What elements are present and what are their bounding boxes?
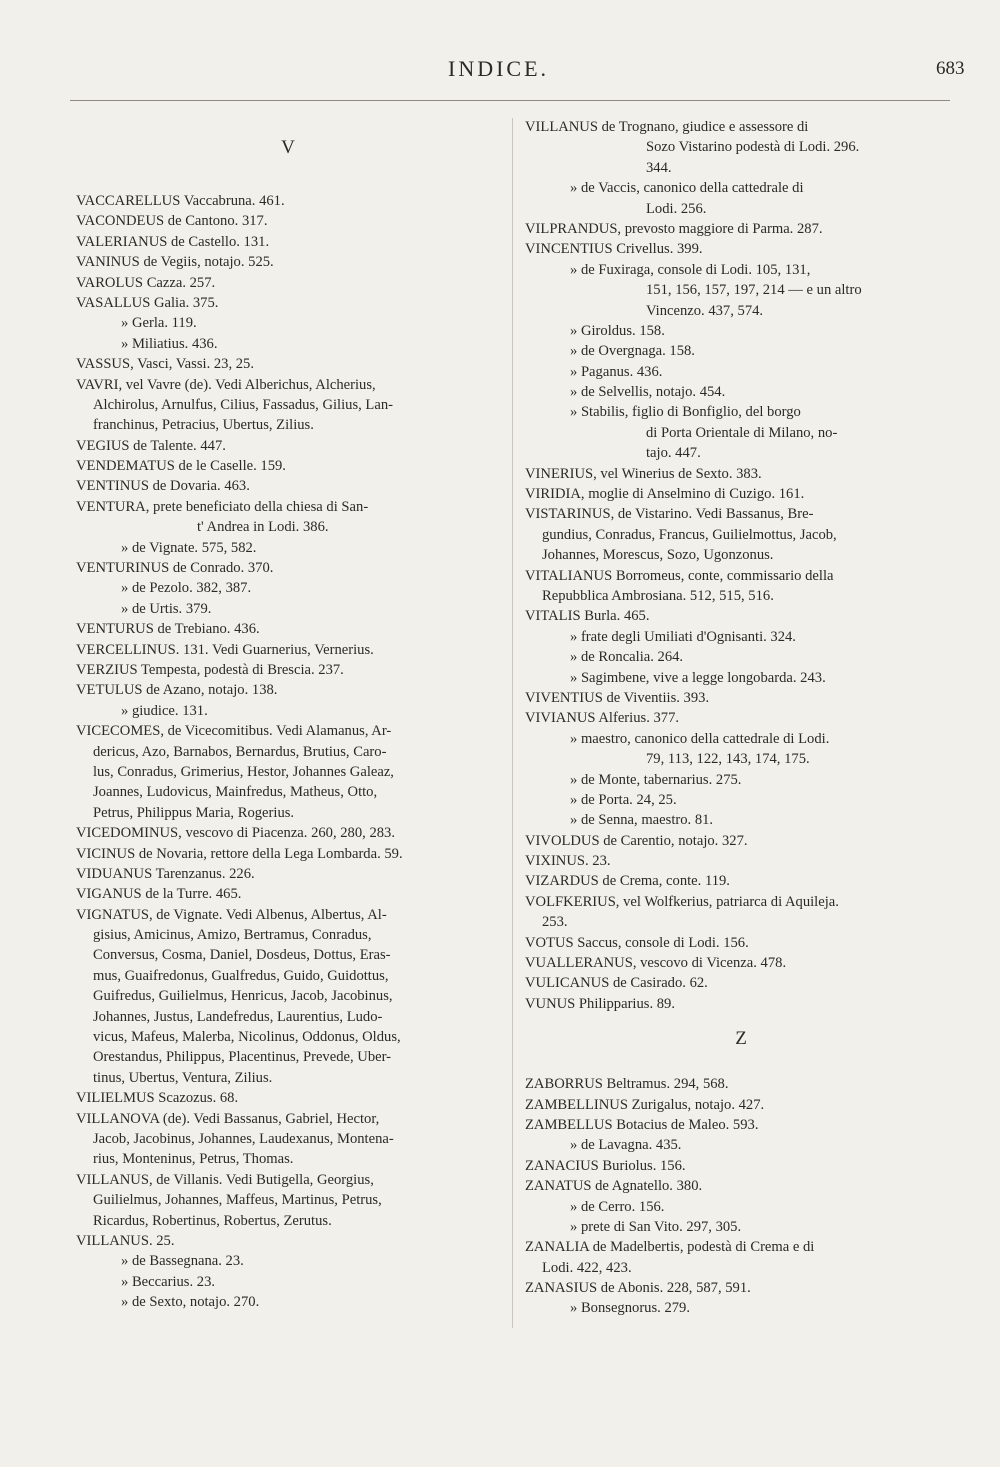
index-entry-line: t' Andrea in Lodi. 386. <box>197 519 329 536</box>
index-entry: VICINUS de Novaria, rettore della Lega Lombarda. 59. <box>76 845 403 862</box>
index-entry-line: Conversus, Cosma, Daniel, Dosdeus, Dottus, Eras- <box>93 947 391 964</box>
index-entry: VIXINUS. 23. <box>525 853 611 870</box>
index-entry-line: » frate degli Umiliati d'Ognisanti. 324. <box>570 628 796 645</box>
header-rule <box>70 100 950 101</box>
index-entry: VINCENTIUS Crivellus. 399. <box>525 241 703 258</box>
index-entry: VIRIDIA, moglie di Anselmino di Cuzigo. 161. <box>525 486 805 503</box>
index-entry-line: » prete di San Vito. 297, 305. <box>570 1218 742 1235</box>
index-entry: VILLANUS de Trognano, giudice e assessore di <box>525 119 809 135</box>
index-entry: VACCARELLUS Vaccabruna. 461. <box>76 193 285 209</box>
right-column <box>525 117 957 1319</box>
left-column <box>76 117 500 1312</box>
left-entry-list <box>76 191 500 1312</box>
index-entry: VULICANUS de Casirado. 62. <box>525 975 708 992</box>
right-entry-list-v <box>525 117 957 1014</box>
index-entry: VICEDOMINUS, vescovo di Piacenza. 260, 280, 283. <box>76 825 395 842</box>
index-entry-line: » giudice. 131. <box>121 702 208 719</box>
index-entry-line: 151, 156, 157, 197, 214 — e un altro <box>646 282 862 299</box>
index-entry: VASALLUS Galia. 375. <box>76 294 219 311</box>
index-entry-line: » de Fuxiraga, console di Lodi. 105, 131, <box>570 261 811 278</box>
right-entry-list-z <box>525 1074 957 1319</box>
index-entry: VILIELMUS Scazozus. 68. <box>76 1090 239 1107</box>
index-entry-line: » de Vaccis, canonico della cattedrale di <box>570 180 804 197</box>
index-entry: VAROLUS Cazza. 257. <box>76 274 216 291</box>
index-entry-line: Johannes, Justus, Landefredus, Laurentius, Ludo- <box>93 1008 383 1025</box>
index-entry-line: » Bonsegnorus. 279. <box>570 1300 690 1317</box>
index-entry: VILLANOVA (de). Vedi Bassanus, Gabriel, Hector, <box>76 1110 380 1127</box>
index-entry-line: » de Monte, tabernarius. 275. <box>570 771 742 788</box>
index-entry: VISTARINUS, de Vistarino. Vedi Bassanus, Bre- <box>525 506 814 523</box>
index-entry-line: Orestandus, Philippus, Placentinus, Prevede, Uber- <box>93 1049 392 1066</box>
index-entry-line: Repubblica Ambrosiana. 512, 515, 516. <box>542 587 774 604</box>
index-entry: VITALIS Burla. 465. <box>525 608 650 625</box>
index-entry-line: » Stabilis, figlio di Bonfiglio, del borgo <box>570 404 801 421</box>
index-entry-line: mus, Guaifredonus, Gualfredus, Guido, Guidottus, <box>93 967 389 984</box>
index-entry-line: » de Bassegnana. 23. <box>121 1253 244 1270</box>
index-entry: VERCELLINUS. 131. Vedi Guarnerius, Vernerius. <box>76 641 374 658</box>
index-entry: VENTURUS de Trebiano. 436. <box>76 621 260 638</box>
index-entry-line: » de Cerro. 156. <box>570 1198 665 1215</box>
index-entry: VINERIUS, vel Winerius de Sexto. 383. <box>525 465 762 482</box>
section-letter-z: Z <box>735 1028 747 1050</box>
index-entry: VENTURINUS de Conrado. 370. <box>76 560 274 577</box>
index-entry: VIVIANUS Alferius. 377. <box>525 710 680 727</box>
index-entry-line: Johannes, Morescus, Sozo, Ugonzonus. <box>542 547 774 564</box>
index-entry: VASSUS, Vasci, Vassi. 23, 25. <box>76 356 255 373</box>
index-entry: VIGANUS de la Turre. 465. <box>76 886 242 903</box>
index-entry: VERZIUS Tempesta, podestà di Brescia. 237. <box>76 661 344 678</box>
index-entry: VIZARDUS de Crema, conte. 119. <box>525 873 730 890</box>
index-entry: ZANASIUS de Abonis. 228, 587, 591. <box>525 1280 751 1297</box>
section-letter-v: V <box>281 137 295 158</box>
index-entry-line: Joannes, Ludovicus, Mainfredus, Matheus, Otto, <box>93 784 378 801</box>
index-entry: VENDEMATUS de le Caselle. 159. <box>76 458 286 475</box>
index-entry-line: Vincenzo. 437, 574. <box>646 302 764 319</box>
index-entry: VILPRANDUS, prevosto maggiore di Parma. 287. <box>525 220 823 237</box>
index-entry-line: » de Porta. 24, 25. <box>570 791 677 808</box>
index-entry-line: Ricardus, Robertinus, Robertus, Zerutus. <box>93 1212 332 1229</box>
index-entry-line: » de Sexto, notajo. 270. <box>121 1294 260 1311</box>
index-entry-line: Lodi. 422, 423. <box>542 1259 632 1276</box>
index-entry: VUNUS Philipparius. 89. <box>525 995 675 1012</box>
index-entry: VETULUS de Azano, notajo. 138. <box>76 682 278 699</box>
index-entry: ZAMBELLUS Botacius de Maleo. 593. <box>525 1116 759 1133</box>
index-entry-line: tajo. 447. <box>646 445 701 462</box>
index-entry-line: » de Selvellis, notajo. 454. <box>570 384 726 401</box>
index-entry-line: » Paganus. 436. <box>570 363 663 380</box>
index-entry: VITALIANUS Borromeus, conte, commissario della <box>525 567 834 584</box>
index-entry-line: Jacob, Jacobinus, Johannes, Laudexanus, Montena- <box>93 1130 394 1147</box>
index-entry-line: » maestro, canonico della cattedrale di Lodi. <box>570 730 830 747</box>
index-entry-line: Petrus, Philippus Maria, Rogerius. <box>93 804 295 821</box>
index-entry: VOTUS Saccus, console di Lodi. 156. <box>525 934 749 951</box>
index-entry-line: » de Overgnaga. 158. <box>570 343 695 360</box>
index-entry-line: » Beccarius. 23. <box>121 1273 216 1290</box>
index-entry: VIVOLDUS de Carentio, notajo. 327. <box>525 832 748 849</box>
page-title: INDICE. <box>448 56 550 81</box>
index-entry: VIGNATUS, de Vignate. Vedi Albenus, Albertus, Al- <box>76 906 387 923</box>
column-divider <box>512 118 513 1328</box>
index-entry-line: » de Vignate. 575, 582. <box>121 539 257 556</box>
index-entry-line: Guifredus, Guilielmus, Henricus, Jacob, Jacobinus, <box>93 988 393 1005</box>
index-entry-line: franchinus, Petracius, Ubertus, Zilius. <box>93 417 314 434</box>
index-entry: VUALLERANUS, vescovo di Vicenza. 478. <box>525 955 787 972</box>
index-entry: ZANATUS de Agnatello. 380. <box>525 1178 703 1195</box>
index-entry: VACONDEUS de Cantono. 317. <box>76 213 268 230</box>
index-entry: VEGIUS de Talente. 447. <box>76 437 226 454</box>
index-entry-line: Guilielmus, Johannes, Maffeus, Martinus, Petrus, <box>93 1192 382 1209</box>
index-entry-line: Lodi. 256. <box>646 200 707 217</box>
index-entry-line: Alchirolus, Arnulfus, Cilius, Fassadus, Gilius, Lan- <box>93 396 393 413</box>
index-entry-line: » Miliatius. 436. <box>121 335 218 352</box>
index-entry: VAVRI, vel Vavre (de). Vedi Alberichus, Alcherius, <box>76 376 376 393</box>
index-entry-line: di Porta Orientale di Milano, no- <box>646 424 838 441</box>
index-entry: VALERIANUS de Castello. 131. <box>76 233 270 250</box>
index-entry: ZANACIUS Buriolus. 156. <box>525 1157 686 1174</box>
index-entry: VILLANUS, de Villanis. Vedi Butigella, Georgius, <box>76 1171 374 1188</box>
index-entry: VILLANUS. 25. <box>76 1232 175 1249</box>
index-entry-line: gisius, Amicinus, Amizo, Bertramus, Conradus, <box>93 927 372 944</box>
index-entry-line: 253. <box>542 914 568 931</box>
index-entry: VIDUANUS Tarenzanus. 226. <box>76 865 255 882</box>
index-entry-line: lus, Conradus, Grimerius, Hestor, Johannes Galeaz, <box>93 763 394 780</box>
index-entry-line: 79, 113, 122, 143, 174, 175. <box>646 751 810 768</box>
index-entry-line: » Giroldus. 158. <box>570 322 665 339</box>
index-entry-line: » Gerla. 119. <box>121 315 197 332</box>
index-entry: VICECOMES, de Vicecomitibus. Vedi Alamanus, Ar- <box>76 723 392 740</box>
index-entry-line: gundius, Conradus, Francus, Guilielmottus, Jacob, <box>542 526 837 543</box>
index-entry-line: dericus, Azo, Barnabos, Bernardus, Brutius, Caro- <box>93 743 387 760</box>
page-number: 683 <box>936 58 965 79</box>
index-entry-line: » de Senna, maestro. 81. <box>570 812 714 829</box>
index-entry: VENTINUS de Dovaria. 463. <box>76 478 250 495</box>
index-entry: ZAMBELLINUS Zurigalus, notajo. 427. <box>525 1096 765 1113</box>
index-entry-line: rius, Monteninus, Petrus, Thomas. <box>93 1151 294 1168</box>
index-entry-line: » de Roncalia. 264. <box>570 649 684 666</box>
index-entry-line: » de Urtis. 379. <box>121 600 212 617</box>
index-entry: VIVENTIUS de Viventiis. 393. <box>525 689 710 706</box>
index-entry-line: vicus, Mafeus, Malerba, Nicolinus, Oddonus, Oldus, <box>93 1029 401 1046</box>
index-entry-line: » de Lavagna. 435. <box>570 1137 682 1154</box>
index-entry-line: » Sagimbene, vive a legge longobarda. 243. <box>570 669 826 686</box>
page-header <box>0 56 1000 86</box>
index-entry-line: 344. <box>646 159 672 176</box>
index-entry: ZANALIA de Madelbertis, podestà di Crema e di <box>525 1239 815 1256</box>
index-entry-line: tinus, Ubertus, Ventura, Zilius. <box>93 1069 273 1086</box>
index-entry-line: Sozo Vistarino podestà di Lodi. 296. <box>646 139 860 156</box>
index-entry: VOLFKERIUS, vel Wolfkerius, patriarca di Aquileja. <box>525 893 839 910</box>
index-entry-line: » de Pezolo. 382, 387. <box>121 580 252 597</box>
index-entry: VANINUS de Vegiis, notajo. 525. <box>76 254 274 271</box>
index-entry: VENTURA, prete beneficiato della chiesa di San- <box>76 498 369 515</box>
index-entry: ZABORRUS Beltramus. 294, 568. <box>525 1076 729 1093</box>
